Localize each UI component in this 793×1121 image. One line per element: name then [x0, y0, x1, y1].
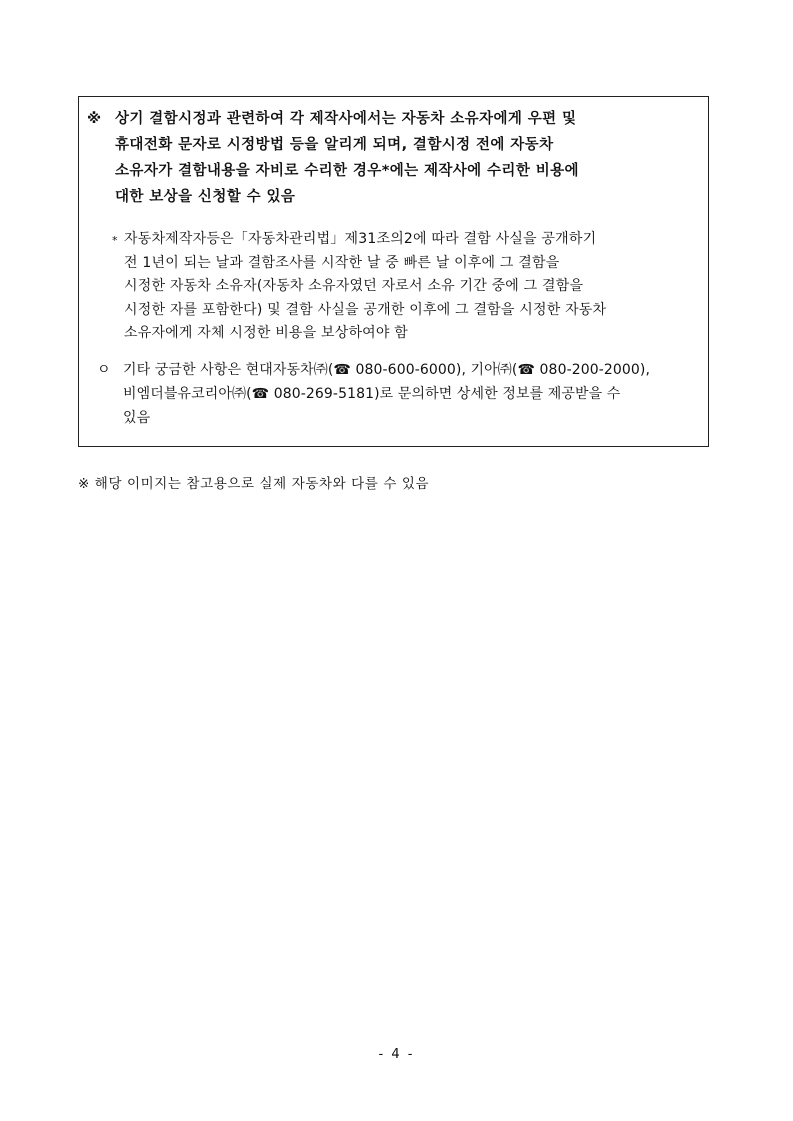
contact-line: 있음 — [123, 410, 151, 426]
contact-line: 비엠더블유코리아㈜(☎ 080-269-5181)로 문의하면 상세한 정보를 제공받을 수 — [123, 386, 621, 402]
bullet-mark: ㅇ — [97, 362, 111, 378]
footnote-line: 자동차제작자등은「자동차관리법」제31조의2에 따라 결함 사실을 공개하기 — [124, 231, 597, 247]
footnote-mark: * — [112, 234, 118, 247]
notice-line: 상기 결함시정과 관련하여 각 제작사에서는 자동차 소유자에게 우편 및 — [115, 111, 577, 127]
footnote-line: 시정한 자를 포함한다) 및 결함 사실을 공개한 이후에 그 결함을 시정한 자동차 — [124, 301, 607, 318]
footnote-line: 소유자에게 자체 시정한 비용을 보상하여야 함 — [124, 325, 409, 341]
reference-mark: ※ — [87, 111, 102, 127]
compensation-notice — [87, 106, 699, 210]
footnote-line: 전 1년이 되는 날과 결함조사를 시작한 날 중 빠른 날 이후에 그 결함을 — [124, 254, 560, 271]
notice-box — [78, 96, 709, 447]
page-number: - 4 - — [378, 1047, 415, 1062]
footnote-line: 시정한 자동차 소유자(자동차 소유자였던 자로서 소유 기간 중에 그 결함을 — [124, 278, 584, 294]
notice-line: 소유자가 결함내용을 자비로 수리한 경우*에는 제작사에 수리한 비용에 — [115, 163, 579, 179]
notice-line: 휴대전화 문자로 시정방법 등을 알리게 되며, 결함시정 전에 자동차 — [115, 137, 554, 153]
contact-line: 기타 궁금한 사항은 현대자동차㈜(☎ 080-600-6000), 기아㈜(☎ 080-200-2000), — [123, 362, 651, 378]
reference-note: ※ 해당 이미지는 참고용으로 실제 자동차와 다를 수 있음 — [78, 476, 430, 492]
notice-line: 대한 보상을 신청할 수 있음 — [115, 189, 296, 205]
contact-info — [91, 358, 703, 430]
footnote — [107, 228, 707, 346]
